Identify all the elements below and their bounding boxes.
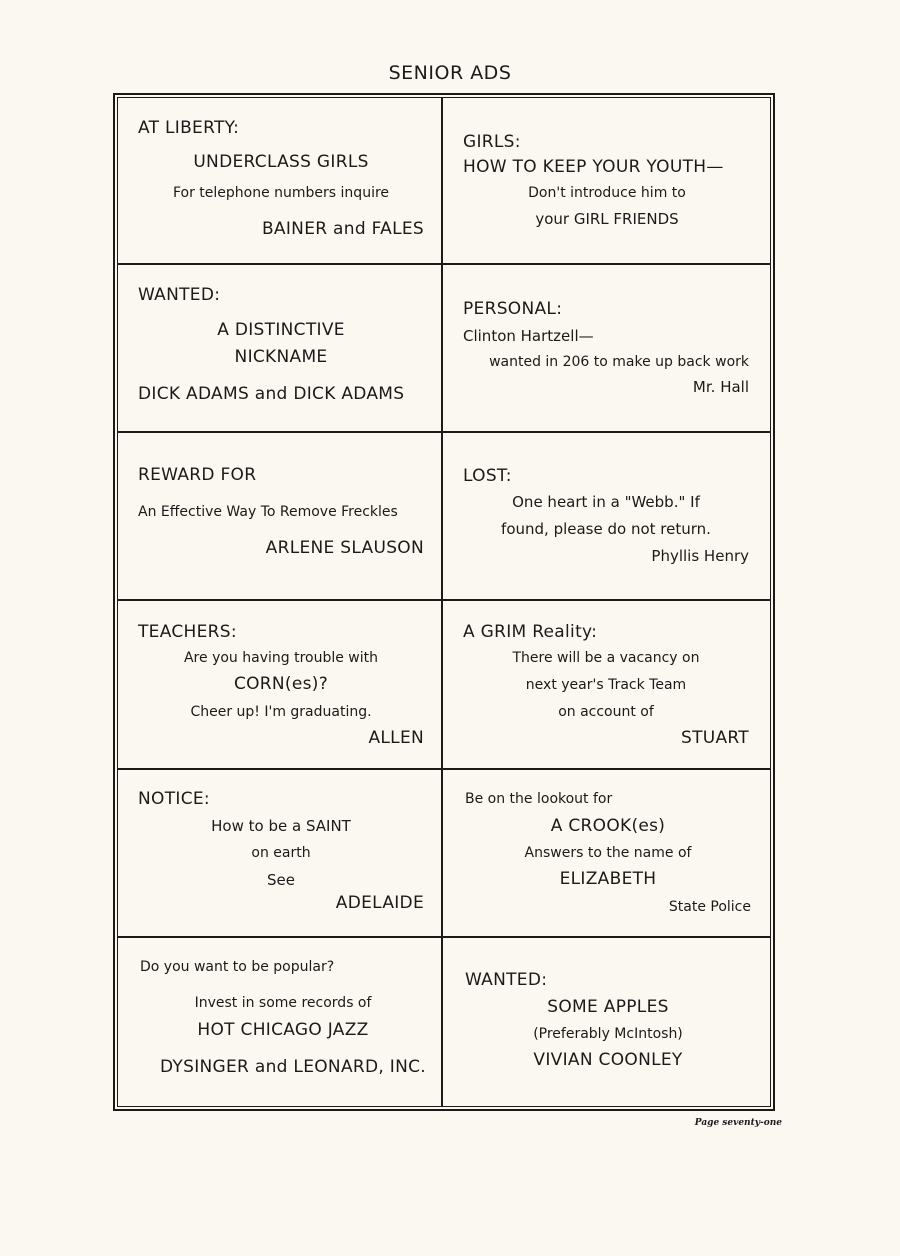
ad-signature: BAINER and FALES <box>261 219 424 239</box>
ad-at-liberty <box>138 97 424 263</box>
ad-line: Invest in some records of <box>194 995 372 1011</box>
ad-heading: NOTICE: <box>138 789 210 809</box>
ad-line: ELIZABETH <box>559 869 657 889</box>
ad-line: (Preferably McIntosh) <box>533 1026 683 1042</box>
ad-grim-reality <box>463 601 749 768</box>
ad-line: SOME APPLES <box>547 997 669 1017</box>
ad-signature: STUART <box>680 728 749 748</box>
ad-line: One heart in a "Webb." If <box>512 493 700 511</box>
ad-heading: GIRLS: <box>463 132 521 152</box>
ad-line: wanted in 206 to make up back work <box>489 354 749 370</box>
ad-wanted-nickname <box>138 265 424 431</box>
ad-popular <box>140 938 426 1107</box>
page-number: Page seventy-one <box>694 1118 782 1128</box>
ad-heading: REWARD FOR <box>138 465 257 485</box>
ad-heading: PERSONAL: <box>463 299 563 319</box>
ad-line: A CROOK(es) <box>550 816 666 836</box>
ad-signature: Mr. Hall <box>692 378 749 396</box>
ad-teachers <box>138 601 424 768</box>
ad-line: Cheer up! I'm graduating. <box>190 704 372 720</box>
ad-signature: ARLENE SLAUSON <box>265 538 424 558</box>
ad-line: Answers to the name of <box>524 845 692 861</box>
ad-personal <box>463 265 749 431</box>
ad-heading: Do you want to be popular? <box>140 959 335 975</box>
ad-line: CORN(es)? <box>233 674 329 694</box>
ad-signature: ALLEN <box>368 728 424 748</box>
ad-heading: Be on the lookout for <box>465 791 613 807</box>
ad-line: on account of <box>558 704 654 720</box>
ad-reward <box>138 433 424 599</box>
ad-line: Clinton Hartzell— <box>463 327 594 345</box>
ad-line: on earth <box>251 845 311 861</box>
center-divider <box>441 97 443 1107</box>
ad-wanted-apples <box>465 938 751 1107</box>
ad-line: UNDERCLASS GIRLS <box>193 152 369 172</box>
ad-signature: ADELAIDE <box>335 893 424 913</box>
ad-signature: DICK ADAMS and DICK ADAMS <box>138 384 405 404</box>
ad-line: NICKNAME <box>234 347 328 367</box>
ad-notice <box>138 770 424 936</box>
ad-line: How to be a SAINT <box>211 817 351 835</box>
ad-girls <box>463 97 751 263</box>
ad-heading: AT LIBERTY: <box>138 118 240 138</box>
ad-line: next year's Track Team <box>525 677 687 693</box>
ad-heading: WANTED: <box>138 285 221 305</box>
ad-line: Don't introduce him to <box>528 185 686 201</box>
ad-signature: State Police <box>668 899 751 915</box>
ad-heading: LOST: <box>463 466 512 486</box>
ad-lookout <box>465 770 751 936</box>
ad-line: A DISTINCTIVE <box>217 320 345 340</box>
ad-line: There will be a vacancy on <box>512 650 700 666</box>
ad-signature: Phyllis Henry <box>651 547 749 565</box>
ad-heading: A GRIM Reality: <box>463 622 598 642</box>
ad-line: Are you having trouble with <box>183 650 379 666</box>
ad-lost <box>463 433 749 599</box>
ad-signature: DYSINGER and LEONARD, INC. <box>159 1057 426 1077</box>
ad-line: For telephone numbers inquire <box>172 185 390 201</box>
ad-line: found, please do not return. <box>501 520 711 538</box>
ad-line: See <box>267 871 295 889</box>
ad-line: your GIRL FRIENDS <box>535 210 679 228</box>
ad-line: HOW TO KEEP YOUR YOUTH— <box>463 157 724 177</box>
ad-heading: WANTED: <box>465 970 548 990</box>
ad-line: An Effective Way To Remove Freckles <box>138 504 398 520</box>
page-title: SENIOR ADS <box>388 62 512 84</box>
ad-line: HOT CHICAGO JAZZ <box>197 1020 369 1040</box>
ad-signature: VIVIAN COONLEY <box>533 1050 683 1070</box>
ad-heading: TEACHERS: <box>138 622 237 642</box>
